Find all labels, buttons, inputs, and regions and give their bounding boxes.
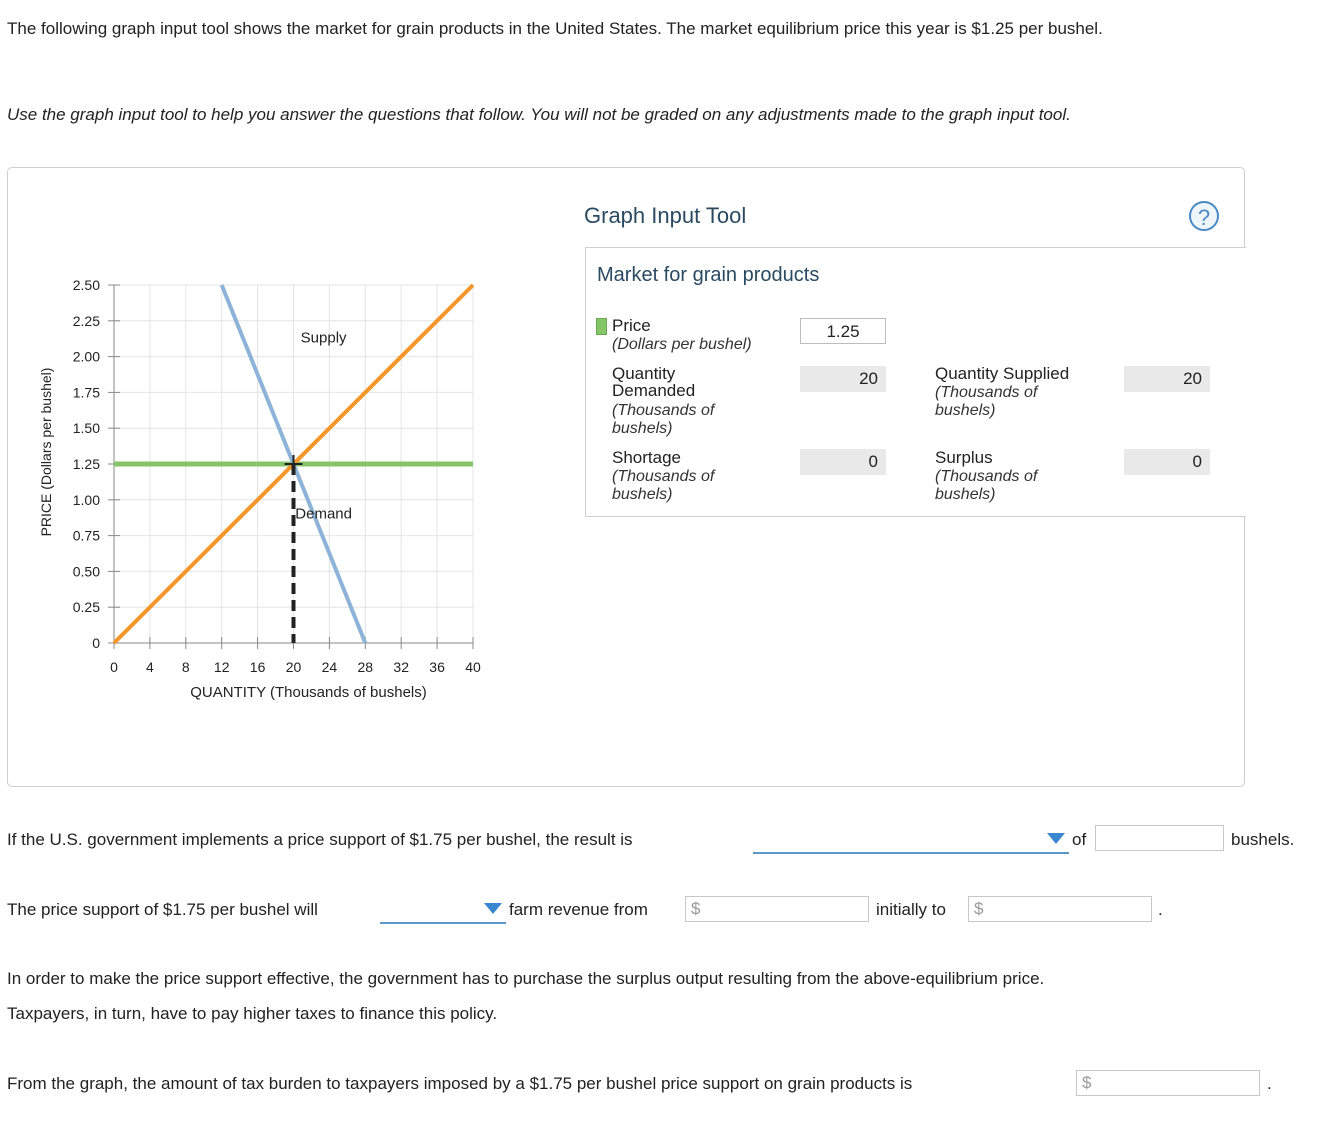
y-tick-label: 2.00 bbox=[72, 348, 100, 365]
x-tick-label: 20 bbox=[285, 659, 302, 675]
x-tick-label: 12 bbox=[213, 659, 230, 675]
q2-prefix: The price support of $1.75 per bushel will bbox=[7, 900, 318, 919]
supply-label: Supply bbox=[300, 329, 347, 347]
q4-end: . bbox=[1267, 1074, 1272, 1093]
intro-text: The following graph input tool shows the market for grain products in the United States. The market equilibrium price this year is $1.25 per bushel. bbox=[7, 19, 1103, 38]
surplus-unit: (Thousands of bushels) bbox=[935, 468, 1038, 503]
instruction-text: Use the graph input tool to help you answer the questions that follow. You will not be graded on any adjustments made to the graph input tool. bbox=[7, 105, 1071, 124]
qs-value: 20 bbox=[1124, 366, 1210, 392]
price-unit: (Dollars per bushel) bbox=[612, 336, 752, 353]
q1-of: of bbox=[1072, 830, 1087, 849]
q2-revenue-from-input[interactable]: $ bbox=[685, 896, 869, 922]
y-tick-label: 0.75 bbox=[72, 527, 100, 544]
y-tick-label: 1.00 bbox=[72, 491, 100, 508]
y-tick-label: 0 bbox=[92, 635, 100, 651]
shortage-label: Shortage bbox=[612, 448, 681, 467]
y-tick-label: 0.50 bbox=[72, 563, 100, 580]
q1-quantity-input[interactable] bbox=[1095, 825, 1224, 851]
x-tick-label: 8 bbox=[181, 659, 190, 675]
x-tick-label: 40 bbox=[465, 659, 481, 675]
qs-label: Quantity Supplied bbox=[935, 364, 1070, 383]
surplus-label: Surplus bbox=[935, 448, 993, 467]
panel-title: Market for grain products bbox=[597, 264, 820, 286]
price-input[interactable]: 1.25 bbox=[800, 318, 886, 344]
q1-result-dropdown[interactable] bbox=[753, 824, 1069, 854]
y-axis-title: PRICE (Dollars per bushel) bbox=[38, 367, 54, 537]
qd-label: Quantity Demanded bbox=[612, 364, 696, 400]
tool-title: Graph Input Tool bbox=[584, 203, 747, 228]
q2-change-dropdown[interactable] bbox=[380, 894, 506, 924]
x-tick-label: 16 bbox=[249, 659, 266, 675]
qd-unit: (Thousands of bushels) bbox=[612, 402, 715, 437]
y-tick-label: 2.50 bbox=[72, 277, 100, 293]
price-label: Price bbox=[612, 316, 651, 335]
q2-mid: farm revenue from bbox=[509, 900, 648, 919]
chevron-down-icon bbox=[484, 903, 502, 914]
x-tick-label: 4 bbox=[146, 659, 154, 675]
q2-initially: initially to bbox=[876, 900, 946, 919]
demand-label: Demand bbox=[295, 505, 352, 523]
x-tick-label: 0 bbox=[110, 659, 118, 675]
x-tick-label: 24 bbox=[321, 659, 338, 675]
q4-tax-burden-input[interactable]: $ bbox=[1076, 1070, 1260, 1096]
market-chart[interactable] bbox=[30, 270, 500, 710]
surplus-value: 0 bbox=[1124, 449, 1210, 475]
y-tick-label: 2.25 bbox=[72, 312, 100, 329]
x-tick-label: 36 bbox=[429, 659, 445, 675]
y-tick-label: 1.75 bbox=[72, 384, 100, 401]
q1-prefix: If the U.S. government implements a price support of $1.75 per bushel, the result is bbox=[7, 830, 633, 849]
q2-end: . bbox=[1158, 900, 1163, 919]
y-tick-label: 1.25 bbox=[72, 456, 100, 472]
q4-text: From the graph, the amount of tax burden to taxpayers imposed by a $1.75 per bushel price support on grain products is bbox=[7, 1074, 913, 1093]
qd-value: 20 bbox=[800, 366, 886, 392]
x-tick-label: 28 bbox=[357, 659, 374, 675]
qs-unit: (Thousands of bushels) bbox=[935, 384, 1038, 419]
y-tick-label: 1.50 bbox=[72, 420, 100, 437]
help-icon[interactable]: ? bbox=[1189, 201, 1219, 231]
x-tick-label: 32 bbox=[393, 659, 409, 675]
q3-line2: Taxpayers, in turn, have to pay higher taxes to finance this policy. bbox=[7, 1004, 498, 1023]
q2-revenue-to-input[interactable]: $ bbox=[968, 896, 1152, 922]
price-color-swatch bbox=[596, 318, 607, 335]
chevron-down-icon bbox=[1047, 833, 1065, 844]
x-axis-title: QUANTITY (Thousands of bushels) bbox=[190, 684, 427, 701]
y-tick-label: 0.25 bbox=[72, 599, 100, 616]
q3-line1: In order to make the price support effective, the government has to purchase the surplus output resulting from the above-equilibrium price. bbox=[7, 969, 1045, 988]
shortage-unit: (Thousands of bushels) bbox=[612, 468, 715, 503]
shortage-value: 0 bbox=[800, 449, 886, 475]
q1-suffix: bushels. bbox=[1231, 830, 1295, 849]
